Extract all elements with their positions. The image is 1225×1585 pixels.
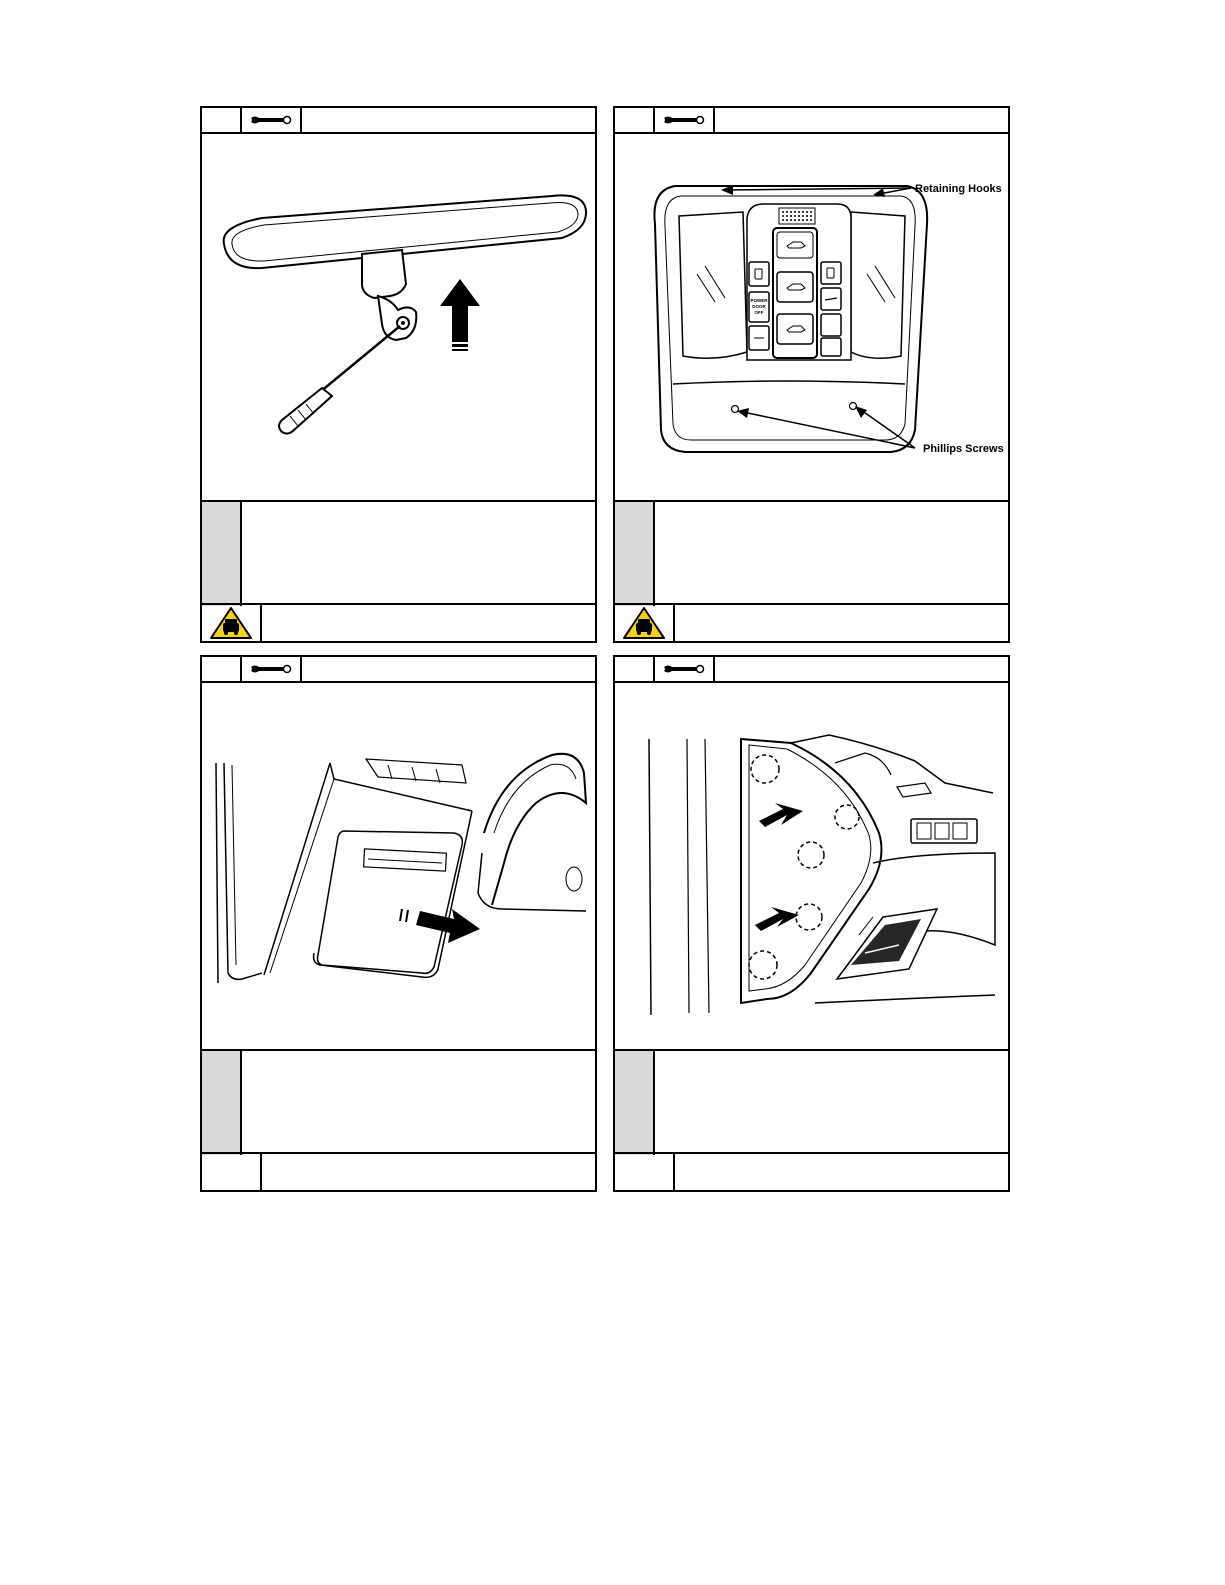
svg-text:POWER: POWER <box>750 298 768 303</box>
step-description <box>202 500 595 606</box>
step-number <box>615 108 655 132</box>
retaining-hooks-label: Retaining Hooks <box>915 183 1002 195</box>
step-description <box>615 1049 1008 1155</box>
step-header <box>615 108 1008 134</box>
step-footer <box>615 603 1008 641</box>
svg-text:DOOR: DOOR <box>752 304 766 309</box>
step-header <box>202 108 595 134</box>
wrench-icon <box>242 108 302 132</box>
side-cover-illustration <box>202 683 595 1049</box>
description-side-bar <box>202 502 242 606</box>
step-header <box>202 657 595 683</box>
step-footer <box>202 603 595 641</box>
step-number <box>615 657 655 681</box>
car-warning-icon <box>615 605 675 641</box>
description-side-bar <box>615 502 655 606</box>
step-description <box>202 1049 595 1155</box>
phillips-screws-label: Phillips Screws <box>923 443 1004 455</box>
description-side-bar <box>202 1051 242 1155</box>
overhead-console-illustration <box>615 134 1008 500</box>
footer-icon-cell <box>202 1154 262 1190</box>
footer-icon-cell <box>615 1154 675 1190</box>
wrench-icon <box>242 657 302 681</box>
description-side-bar <box>615 1051 655 1155</box>
step-number <box>202 657 242 681</box>
step-description <box>615 500 1008 606</box>
step-footer <box>202 1152 595 1190</box>
wrench-icon <box>655 657 715 681</box>
up-arrow-icon <box>440 279 480 351</box>
step-card-overhead-console <box>613 106 1010 643</box>
car-warning-icon <box>202 605 262 641</box>
end-panel-illustration <box>615 683 1008 1049</box>
step-card-side-cover <box>200 655 597 1192</box>
step-card-mirror <box>200 106 597 643</box>
step-card-end-panel <box>613 655 1010 1192</box>
step-footer <box>615 1152 1008 1190</box>
step-header <box>615 657 1008 683</box>
wrench-icon <box>655 108 715 132</box>
step-number <box>202 108 242 132</box>
svg-text:OFF: OFF <box>754 310 764 315</box>
mirror-illustration <box>202 134 595 500</box>
